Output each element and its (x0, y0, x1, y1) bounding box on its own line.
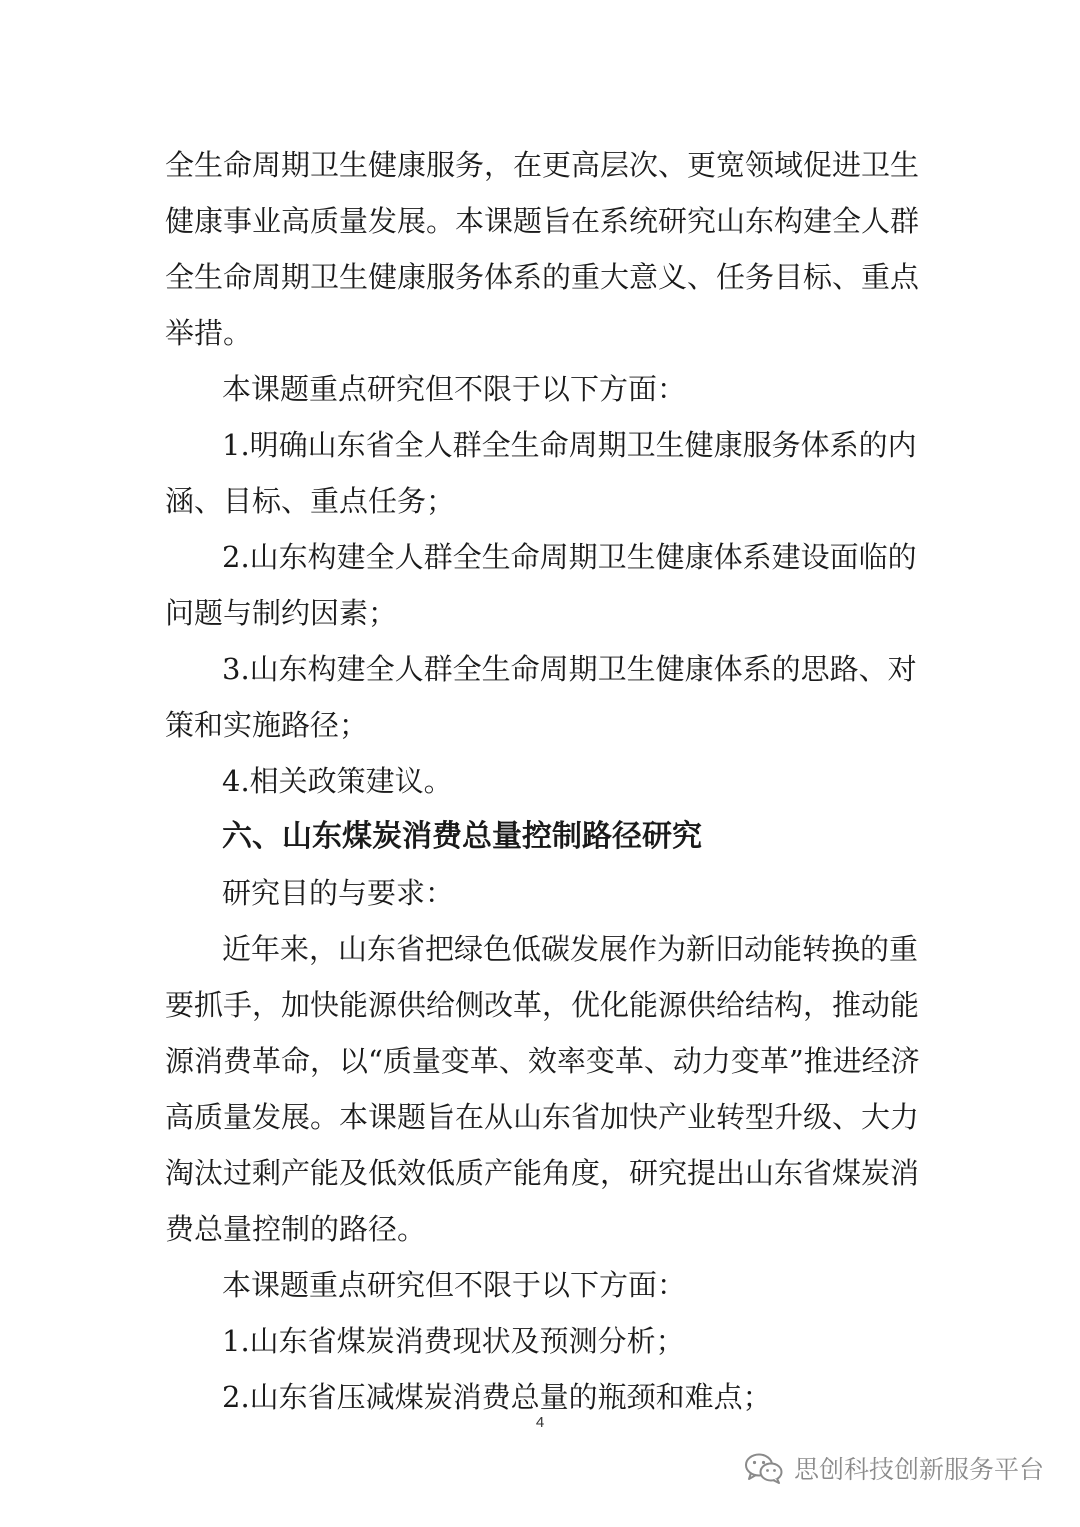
list-item-continuation: 问题与制约因素； (165, 596, 398, 630)
paragraph-line: 全生命周期卫生健康服务体系的重大意义、任务目标、重点 (165, 260, 920, 294)
list-item-continuation: 策和实施路径； (165, 708, 369, 742)
focus-intro: 本课题重点研究但不限于以下方面： (222, 372, 687, 406)
paragraph-line: 淘汰过剩产能及低效低质产能角度，研究提出山东省煤炭消 (165, 1156, 920, 1190)
paragraph-line: 高质量发展。本课题旨在从山东省加快产业转型升级、大力 (165, 1100, 920, 1134)
list-item: 3.山东构建全人群全生命周期卫生健康体系的思路、对 (222, 652, 917, 686)
paragraph-line: 费总量控制的路径。 (165, 1212, 427, 1246)
list-item: 2.山东省压减煤炭消费总量的瓶颈和难点； (222, 1380, 772, 1414)
paragraph-line: 举措。 (165, 316, 253, 350)
wechat-icon (744, 1452, 784, 1484)
page-number: 4 (535, 1414, 545, 1431)
list-item: 1.山东省煤炭消费现状及预测分析； (222, 1324, 685, 1358)
watermark (744, 1450, 1044, 1486)
paragraph-line: 全生命周期卫生健康服务，在更高层次、更宽领域促进卫生 (165, 148, 920, 182)
paragraph-line: 源消费革命，以“质量变革、效率变革、动力变革”推进经济 (165, 1044, 920, 1078)
section-heading: 六、山东煤炭消费总量控制路径研究 (222, 819, 702, 854)
list-item: 1.明确山东省全人群全生命周期卫生健康服务体系的内 (222, 428, 917, 462)
paragraph-line: 近年来，山东省把绿色低碳发展作为新旧动能转换的重 (222, 932, 919, 966)
list-item-continuation: 涵、目标、重点任务； (165, 484, 456, 518)
list-item: 2.山东构建全人群全生命周期卫生健康体系建设面临的 (222, 540, 917, 574)
purpose-label: 研究目的与要求： (222, 876, 455, 910)
paragraph-line: 要抓手，加快能源供给侧改革，优化能源供给结构，推动能 (165, 988, 920, 1022)
paragraph-line: 健康事业高质量发展。本课题旨在系统研究山东构建全人群 (165, 204, 920, 238)
focus-intro: 本课题重点研究但不限于以下方面： (222, 1268, 687, 1302)
list-item: 4.相关政策建议。 (222, 764, 453, 798)
watermark-text: 思创科技创新服务平台 (793, 1455, 1044, 1484)
